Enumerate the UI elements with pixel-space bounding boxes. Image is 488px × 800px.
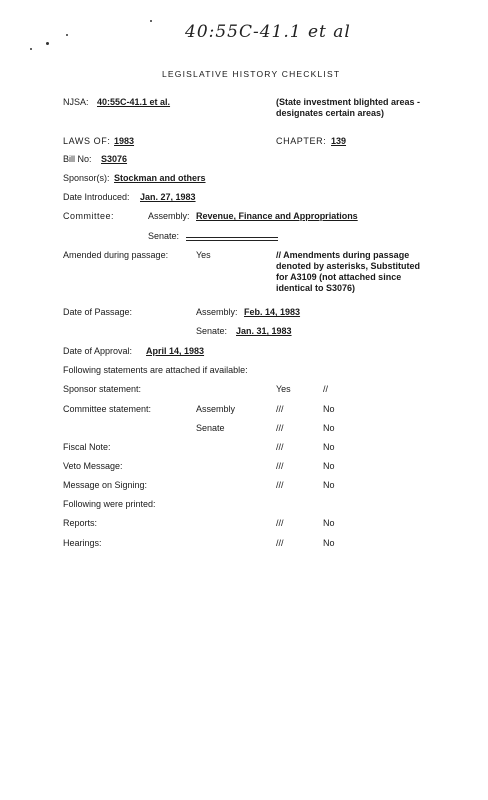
veto-message-label: Veto Message: [63, 461, 123, 471]
committee-senate-underline [186, 240, 278, 241]
reports-label: Reports: [63, 518, 98, 528]
passage-senate-label: Senate: [196, 326, 228, 336]
committee-senate-label: Senate: [148, 231, 180, 241]
scan-speck [30, 48, 32, 50]
hearings-no: No [323, 538, 335, 548]
message-on-signing-no: No [323, 480, 335, 490]
njsa-label: NJSA: [63, 97, 89, 107]
fiscal-note-yes: /// [276, 442, 284, 452]
veto-message-yes: /// [276, 461, 284, 471]
date-of-passage-label: Date of Passage: [63, 307, 133, 317]
committee-statement-senate-label: Senate [196, 423, 225, 433]
committee-statement-assembly-yes: /// [276, 404, 284, 414]
sponsors-value: Stockman and others [114, 173, 206, 183]
sponsor-statement-label: Sponsor statement: [63, 384, 142, 394]
passage-senate-value: Jan. 31, 1983 [236, 326, 292, 336]
laws-of-value: 1983 [114, 136, 135, 146]
date-of-approval-value: April 14, 1983 [146, 346, 205, 356]
hearings-label: Hearings: [63, 538, 102, 548]
amended-note: // Amendments during passage denoted by asterisks, Substituted for A3109 (not attached since identical to S3076) [276, 250, 421, 293]
bill-no-label: Bill No: [63, 154, 92, 164]
chapter-value: 139 [331, 136, 347, 146]
attached-heading: Following statements are attached if available: [63, 365, 248, 375]
passage-assembly-label: Assembly: [196, 307, 238, 317]
scan-speck [46, 42, 49, 45]
njsa-value: 40:55C-41.1 et al. [97, 97, 171, 107]
sponsor-statement-no: // [323, 384, 329, 394]
committee-statement-label: Committee statement: [63, 404, 152, 414]
printed-heading: Following were printed: [63, 499, 156, 509]
scan-speck [66, 34, 68, 36]
committee-label: Committee: [63, 211, 115, 221]
hearings-yes: /// [276, 538, 284, 548]
sponsor-statement-yes: Yes [276, 384, 291, 394]
veto-message-no: No [323, 461, 335, 471]
committee-statement-senate-no: No [323, 423, 335, 433]
reports-no: No [323, 518, 335, 528]
committee-senate-blank-line [186, 237, 278, 238]
sponsors-label: Sponsor(s): [63, 173, 110, 183]
reports-yes: /// [276, 518, 284, 528]
passage-assembly-value: Feb. 14, 1983 [244, 307, 301, 317]
fiscal-note-no: No [323, 442, 335, 452]
committee-assembly-label: Assembly: [148, 211, 190, 221]
message-on-signing-label: Message on Signing: [63, 480, 148, 490]
bill-no-value: S3076 [101, 154, 128, 164]
amended-value: Yes [196, 250, 211, 260]
amended-label: Amended during passage: [63, 250, 169, 260]
laws-of-label: LAWS OF: [63, 136, 111, 146]
message-on-signing-yes: /// [276, 480, 284, 490]
scan-speck [150, 20, 152, 22]
date-introduced-label: Date Introduced: [63, 192, 130, 202]
njsa-description: (State investment blighted areas - designates certain areas) [276, 97, 421, 118]
committee-statement-assembly-no: No [323, 404, 335, 414]
date-introduced-value: Jan. 27, 1983 [140, 192, 196, 202]
committee-statement-assembly-label: Assembly [196, 404, 236, 414]
date-of-approval-label: Date of Approval: [63, 346, 133, 356]
chapter-label: CHAPTER: [276, 136, 327, 146]
committee-assembly-value: Revenue, Finance and Appropriations [196, 211, 358, 221]
handwritten-header: 40:55C-41.1 et al [185, 22, 351, 42]
committee-statement-senate-yes: /// [276, 423, 284, 433]
fiscal-note-label: Fiscal Note: [63, 442, 111, 452]
page-title: LEGISLATIVE HISTORY CHECKLIST [162, 69, 341, 79]
